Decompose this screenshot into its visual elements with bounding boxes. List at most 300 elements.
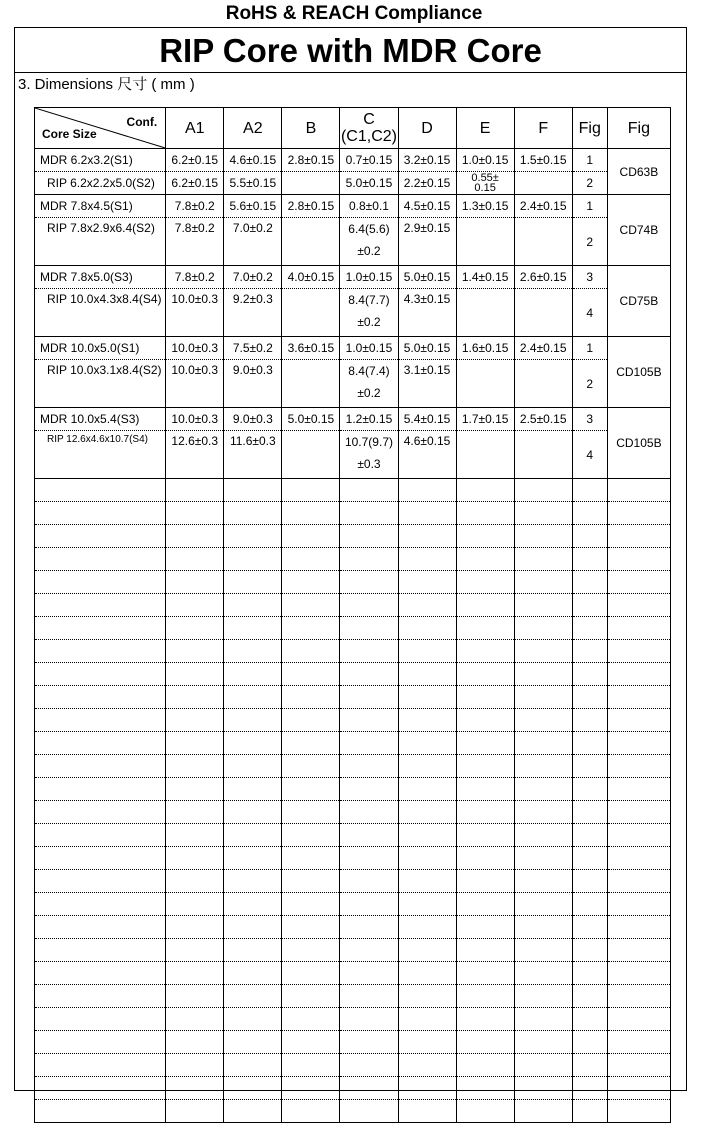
dim-c-value: 10.7(9.7): [344, 435, 393, 449]
dim-c-cell: [340, 289, 398, 337]
section-heading: 3. Dimensions 尺寸 ( mm ): [18, 76, 195, 93]
empty-cell: [607, 847, 670, 870]
table-row-rip: [35, 218, 671, 266]
empty-cell: [607, 916, 670, 939]
empty-cell: [35, 985, 166, 1008]
empty-cell: [607, 1077, 670, 1100]
dim-c-cell: 1.0±0.15: [340, 337, 398, 360]
dim-c-cell: 0.8±0.1: [340, 195, 398, 218]
core-size-cell: MDR 10.0x5.0(S1): [35, 337, 166, 360]
empty-cell: [224, 525, 282, 548]
dim-e-cell: [456, 289, 514, 337]
empty-cell: [456, 663, 514, 686]
col-header-e: E: [456, 108, 514, 149]
empty-cell: [340, 663, 398, 686]
empty-cell: [514, 732, 572, 755]
empty-cell: [398, 801, 456, 824]
empty-cell: [166, 824, 224, 847]
dim-a2-cell: 7.0±0.2: [224, 266, 282, 289]
empty-cell: [340, 1100, 398, 1123]
empty-cell: [224, 755, 282, 778]
dim-a2-cell: 5.6±0.15: [224, 195, 282, 218]
dim-d-cell: 4.5±0.15: [398, 195, 456, 218]
empty-cell: [607, 617, 670, 640]
table-row-mdr: [35, 149, 671, 172]
empty-cell: [607, 1054, 670, 1077]
empty-cell: [456, 1008, 514, 1031]
empty-row: [35, 1031, 671, 1054]
dim-e-cell: [456, 218, 514, 266]
empty-row: [35, 617, 671, 640]
dim-b-cell: [282, 360, 340, 408]
empty-cell: [166, 1008, 224, 1031]
dim-d-cell: 5.4±0.15: [398, 408, 456, 431]
empty-cell: [607, 686, 670, 709]
dim-a1-cell: 6.2±0.15: [166, 149, 224, 172]
core-size-cell: RIP 10.0x4.3x8.4(S4): [35, 289, 166, 337]
empty-row: [35, 502, 671, 525]
empty-cell: [166, 525, 224, 548]
dim-c-tolerance: ±0.3: [357, 457, 381, 471]
fig-code-cell: CD63B: [607, 149, 670, 195]
empty-cell: [282, 1100, 340, 1123]
empty-cell: [35, 548, 166, 571]
empty-cell: [607, 801, 670, 824]
empty-cell: [607, 709, 670, 732]
empty-cell: [398, 1100, 456, 1123]
empty-cell: [514, 755, 572, 778]
empty-cell: [398, 755, 456, 778]
dim-a2-cell: 9.0±0.3: [224, 408, 282, 431]
empty-cell: [166, 548, 224, 571]
fig-number-cell: 4: [572, 289, 607, 337]
dim-e-cell: [456, 360, 514, 408]
dim-a1-cell: 12.6±0.3: [166, 431, 224, 479]
empty-cell: [35, 594, 166, 617]
empty-cell: [282, 939, 340, 962]
empty-cell: [166, 640, 224, 663]
empty-row: [35, 1100, 671, 1123]
empty-cell: [456, 525, 514, 548]
core-size-cell: MDR 10.0x5.4(S3): [35, 408, 166, 431]
dim-c-value: 8.4(7.4): [348, 364, 390, 378]
empty-row: [35, 985, 671, 1008]
empty-cell: [340, 893, 398, 916]
dim-b-cell: [282, 218, 340, 266]
dim-e-cell: [456, 172, 514, 195]
empty-row: [35, 801, 671, 824]
empty-cell: [572, 1031, 607, 1054]
empty-cell: [607, 732, 670, 755]
empty-cell: [166, 916, 224, 939]
empty-cell: [340, 640, 398, 663]
empty-cell: [166, 1031, 224, 1054]
empty-cell: [282, 985, 340, 1008]
dim-b-cell: [282, 431, 340, 479]
dim-b-cell: 2.8±0.15: [282, 149, 340, 172]
dim-a2-cell: 7.0±0.2: [224, 218, 282, 266]
dim-e-cell: 1.7±0.15: [456, 408, 514, 431]
empty-cell: [166, 617, 224, 640]
col-header-c-sub: (C1,C2): [340, 128, 397, 145]
empty-cell: [224, 893, 282, 916]
dim-c-value: 8.4(7.7): [348, 293, 390, 307]
empty-cell: [514, 663, 572, 686]
empty-cell: [514, 870, 572, 893]
empty-row: [35, 548, 671, 571]
empty-cell: [340, 732, 398, 755]
empty-cell: [572, 939, 607, 962]
empty-cell: [398, 1077, 456, 1100]
empty-cell: [224, 640, 282, 663]
empty-cell: [35, 962, 166, 985]
empty-cell: [224, 847, 282, 870]
empty-cell: [514, 939, 572, 962]
fig-number-cell: 3: [572, 408, 607, 431]
empty-cell: [514, 640, 572, 663]
empty-cell: [166, 870, 224, 893]
empty-cell: [572, 778, 607, 801]
empty-cell: [166, 985, 224, 1008]
empty-cell: [340, 801, 398, 824]
dim-c-cell: 0.7±0.15: [340, 149, 398, 172]
empty-cell: [166, 686, 224, 709]
empty-row: [35, 916, 671, 939]
dim-a2-cell: 5.5±0.15: [224, 172, 282, 195]
conf-label: Conf.: [126, 115, 158, 129]
empty-cell: [166, 801, 224, 824]
dim-a2-cell: 9.0±0.3: [224, 360, 282, 408]
dim-f-cell: 2.5±0.15: [514, 408, 572, 431]
empty-cell: [398, 1008, 456, 1031]
empty-cell: [456, 548, 514, 571]
empty-cell: [456, 1077, 514, 1100]
empty-cell: [340, 1008, 398, 1031]
empty-cell: [224, 617, 282, 640]
empty-cell: [514, 1100, 572, 1123]
col-header-b: B: [282, 108, 340, 149]
empty-cell: [35, 916, 166, 939]
empty-cell: [607, 1008, 670, 1031]
empty-cell: [35, 893, 166, 916]
empty-cell: [340, 870, 398, 893]
empty-cell: [166, 1054, 224, 1077]
empty-cell: [572, 571, 607, 594]
empty-row: [35, 870, 671, 893]
empty-cell: [398, 847, 456, 870]
empty-cell: [514, 893, 572, 916]
empty-cell: [340, 916, 398, 939]
empty-cell: [282, 594, 340, 617]
empty-cell: [224, 870, 282, 893]
empty-cell: [398, 870, 456, 893]
dim-b-cell: 4.0±0.15: [282, 266, 340, 289]
empty-cell: [514, 778, 572, 801]
empty-cell: [456, 916, 514, 939]
empty-cell: [456, 893, 514, 916]
empty-cell: [282, 479, 340, 502]
empty-cell: [282, 686, 340, 709]
empty-cell: [572, 893, 607, 916]
empty-cell: [456, 709, 514, 732]
empty-cell: [340, 548, 398, 571]
empty-cell: [572, 525, 607, 548]
empty-cell: [166, 755, 224, 778]
empty-cell: [514, 502, 572, 525]
dim-f-cell: 2.6±0.15: [514, 266, 572, 289]
empty-cell: [340, 479, 398, 502]
empty-cell: [224, 939, 282, 962]
empty-cell: [224, 663, 282, 686]
table-row-rip: [35, 172, 671, 195]
empty-cell: [282, 502, 340, 525]
empty-cell: [456, 594, 514, 617]
fig-code-cell: CD105B: [607, 337, 670, 408]
empty-cell: [224, 1008, 282, 1031]
fig-code-cell: CD105B: [607, 408, 670, 479]
empty-cell: [224, 778, 282, 801]
empty-cell: [514, 525, 572, 548]
empty-row: [35, 893, 671, 916]
core-size-cell: RIP 12.6x4.6x10.7(S4): [35, 431, 166, 479]
empty-cell: [514, 985, 572, 1008]
dim-c-cell: 1.2±0.15: [340, 408, 398, 431]
empty-cell: [340, 1077, 398, 1100]
empty-cell: [456, 824, 514, 847]
empty-cell: [514, 617, 572, 640]
empty-cell: [398, 525, 456, 548]
empty-cell: [607, 893, 670, 916]
fig-code-cell: CD75B: [607, 266, 670, 337]
empty-cell: [514, 824, 572, 847]
empty-cell: [282, 640, 340, 663]
empty-cell: [282, 1031, 340, 1054]
core-size-label: Core Size: [42, 127, 97, 141]
col-header-c: [340, 108, 398, 149]
empty-cell: [398, 479, 456, 502]
dim-b-cell: 5.0±0.15: [282, 408, 340, 431]
dim-d-cell: 5.0±0.15: [398, 266, 456, 289]
empty-cell: [282, 801, 340, 824]
dim-e-value: 0.55± 0.15: [471, 171, 499, 194]
dim-a1-cell: 10.0±0.3: [166, 360, 224, 408]
empty-cell: [282, 778, 340, 801]
dim-d-cell: 3.1±0.15: [398, 360, 456, 408]
dim-a1-cell: 7.8±0.2: [166, 218, 224, 266]
empty-cell: [282, 1008, 340, 1031]
empty-cell: [398, 916, 456, 939]
table-row-mdr: [35, 266, 671, 289]
empty-cell: [35, 778, 166, 801]
table-row-rip: [35, 289, 671, 337]
empty-cell: [514, 548, 572, 571]
dim-a2-cell: 11.6±0.3: [224, 431, 282, 479]
empty-cell: [456, 870, 514, 893]
empty-row: [35, 847, 671, 870]
empty-cell: [35, 525, 166, 548]
empty-cell: [35, 801, 166, 824]
table-row-mdr: [35, 195, 671, 218]
col-header-a1: A1: [166, 108, 224, 149]
dim-c-value: 6.4(5.6): [348, 222, 390, 236]
empty-row: [35, 732, 671, 755]
empty-cell: [282, 962, 340, 985]
empty-cell: [607, 824, 670, 847]
empty-cell: [166, 732, 224, 755]
dim-c-tolerance: ±0.2: [357, 315, 381, 329]
dim-a2-cell: 9.2±0.3: [224, 289, 282, 337]
empty-cell: [398, 617, 456, 640]
empty-cell: [166, 571, 224, 594]
empty-cell: [282, 847, 340, 870]
empty-cell: [282, 525, 340, 548]
dim-d-cell: 4.3±0.15: [398, 289, 456, 337]
empty-cell: [224, 479, 282, 502]
empty-cell: [398, 686, 456, 709]
empty-cell: [282, 1077, 340, 1100]
empty-cell: [35, 1008, 166, 1031]
core-size-cell: RIP 7.8x2.9x6.4(S2): [35, 218, 166, 266]
empty-cell: [166, 847, 224, 870]
empty-cell: [224, 571, 282, 594]
empty-cell: [398, 640, 456, 663]
empty-cell: [572, 985, 607, 1008]
dim-d-cell: 5.0±0.15: [398, 337, 456, 360]
page-title: RIP Core with MDR Core: [15, 28, 686, 73]
empty-cell: [572, 847, 607, 870]
empty-cell: [572, 870, 607, 893]
empty-cell: [166, 778, 224, 801]
empty-cell: [514, 479, 572, 502]
fig-number-cell: 2: [572, 172, 607, 195]
empty-cell: [456, 847, 514, 870]
empty-cell: [607, 962, 670, 985]
empty-row: [35, 594, 671, 617]
empty-cell: [224, 1054, 282, 1077]
empty-cell: [35, 709, 166, 732]
dim-d-cell: 2.2±0.15: [398, 172, 456, 195]
table-row-mdr: [35, 408, 671, 431]
fig-number-cell: 4: [572, 431, 607, 479]
empty-row: [35, 663, 671, 686]
empty-cell: [398, 962, 456, 985]
empty-cell: [35, 663, 166, 686]
empty-cell: [572, 640, 607, 663]
empty-cell: [340, 686, 398, 709]
dim-d-cell: 4.6±0.15: [398, 431, 456, 479]
dim-d-cell: 2.9±0.15: [398, 218, 456, 266]
empty-cell: [398, 893, 456, 916]
empty-cell: [224, 502, 282, 525]
empty-cell: [224, 732, 282, 755]
empty-cell: [572, 479, 607, 502]
empty-cell: [282, 1054, 340, 1077]
dim-f-cell: [514, 218, 572, 266]
empty-cell: [456, 617, 514, 640]
empty-cell: [282, 893, 340, 916]
empty-cell: [456, 502, 514, 525]
empty-cell: [340, 617, 398, 640]
empty-cell: [224, 962, 282, 985]
empty-cell: [456, 686, 514, 709]
empty-cell: [35, 1077, 166, 1100]
empty-cell: [514, 571, 572, 594]
dim-f-cell: 2.4±0.15: [514, 337, 572, 360]
empty-cell: [282, 916, 340, 939]
dim-c-cell: [340, 218, 398, 266]
empty-cell: [282, 663, 340, 686]
empty-cell: [35, 479, 166, 502]
empty-cell: [572, 962, 607, 985]
empty-cell: [456, 732, 514, 755]
dim-f-cell: [514, 360, 572, 408]
core-size-cell: RIP 6.2x2.2x5.0(S2): [35, 172, 166, 195]
dim-a1-cell: 7.8±0.2: [166, 266, 224, 289]
empty-cell: [398, 1031, 456, 1054]
core-size-cell: MDR 6.2x3.2(S1): [35, 149, 166, 172]
dim-a1-cell: 7.8±0.2: [166, 195, 224, 218]
empty-cell: [456, 479, 514, 502]
empty-cell: [398, 985, 456, 1008]
core-size-cell: RIP 10.0x3.1x8.4(S2): [35, 360, 166, 408]
empty-cell: [224, 1077, 282, 1100]
empty-cell: [456, 778, 514, 801]
core-size-cell: MDR 7.8x4.5(S1): [35, 195, 166, 218]
empty-cell: [607, 479, 670, 502]
col-header-fig-number: Fig: [572, 108, 607, 149]
empty-cell: [398, 824, 456, 847]
empty-cell: [166, 893, 224, 916]
empty-row: [35, 709, 671, 732]
table-row-rip: [35, 431, 671, 479]
dim-c-cell: 1.0±0.15: [340, 266, 398, 289]
empty-cell: [282, 824, 340, 847]
empty-cell: [607, 571, 670, 594]
empty-cell: [35, 640, 166, 663]
empty-cell: [340, 755, 398, 778]
empty-cell: [607, 1031, 670, 1054]
empty-cell: [35, 824, 166, 847]
compliance-heading: RoHS & REACH Compliance: [225, 3, 483, 24]
empty-cell: [456, 985, 514, 1008]
empty-cell: [166, 479, 224, 502]
dim-f-cell: 1.5±0.15: [514, 149, 572, 172]
empty-cell: [224, 709, 282, 732]
empty-cell: [456, 939, 514, 962]
empty-cell: [572, 594, 607, 617]
dim-e-cell: 1.4±0.15: [456, 266, 514, 289]
empty-cell: [282, 755, 340, 778]
col-header-d: D: [398, 108, 456, 149]
empty-cell: [166, 1100, 224, 1123]
fig-number-cell: 2: [572, 218, 607, 266]
empty-cell: [572, 617, 607, 640]
empty-row: [35, 962, 671, 985]
empty-cell: [514, 686, 572, 709]
empty-cell: [514, 1031, 572, 1054]
col-header-c-label: C: [363, 111, 375, 128]
dim-a2-cell: 7.5±0.2: [224, 337, 282, 360]
empty-cell: [35, 939, 166, 962]
empty-cell: [456, 1054, 514, 1077]
empty-cell: [572, 1008, 607, 1031]
empty-cell: [224, 686, 282, 709]
empty-cell: [572, 548, 607, 571]
empty-cell: [514, 594, 572, 617]
empty-cell: [572, 502, 607, 525]
empty-row: [35, 479, 671, 502]
dimensions-table: [34, 107, 671, 1123]
